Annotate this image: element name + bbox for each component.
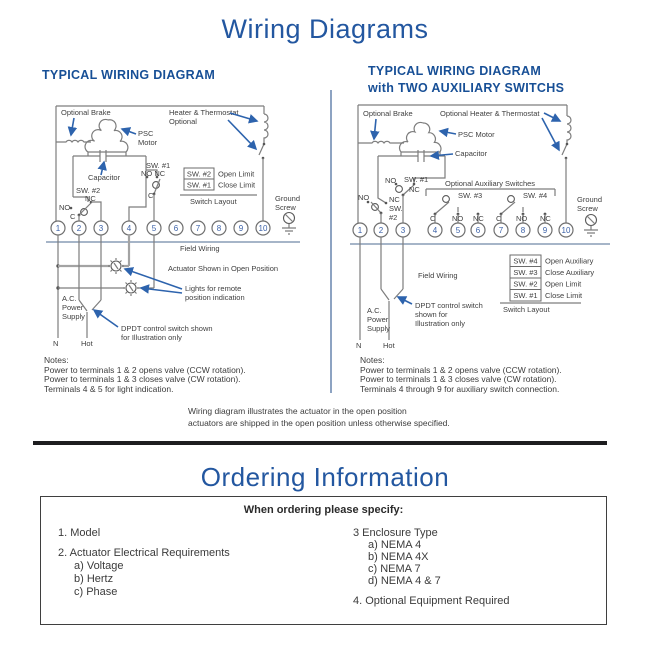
ground-label-2: Screw [275,203,296,212]
svg-text:SW. #1: SW. #1 [513,291,538,300]
left-diagram-heading: TYPICAL WIRING DIAGRAM [42,68,216,82]
svg-text:5: 5 [455,226,461,235]
ground-screw-symbol [282,213,296,235]
heater-coil [264,114,268,144]
indicator-lamp-1 [108,258,124,274]
sw2-nc-label: NC [85,194,96,203]
svg-text:4: 4 [432,226,438,235]
svg-text:8: 8 [520,226,526,235]
svg-text:10: 10 [561,226,571,235]
neutral-label: N [53,339,59,348]
terminal-strip [353,223,573,237]
svg-text:8: 8 [216,224,222,233]
ac-label-1: A.C. [367,306,382,315]
ac-label-2: Power [62,303,84,312]
sw1-nc-label: NC [409,185,420,194]
svg-text:SW. #2: SW. #2 [513,279,538,289]
indicator-lamp-2 [123,280,139,296]
psc-label: PSC Motor [458,130,495,139]
svg-text:9: 9 [542,226,548,235]
brake-arrow [71,118,74,135]
column-divider [330,90,332,393]
field-wiring-label: Field Wiring [418,271,458,280]
lamp2-wire [58,235,154,288]
page-title: Wiring Diagrams [221,14,429,44]
svg-text:SW. #2: SW. #2 [186,169,212,179]
sw3-label: SW. #3 [458,191,483,200]
order-subitem-voltage: a) Voltage [74,560,124,572]
svg-text:SW. #1: SW. #1 [186,180,212,190]
ground-label-1: Ground [275,194,301,203]
svg-text:Close Limit: Close Limit [545,291,583,300]
ordering-box [40,496,607,625]
brake-coil [56,140,91,142]
hot-label: Hot [383,341,395,350]
sw3-c-label: C [430,214,436,223]
motor-winding-right [423,123,441,152]
sw2-no-label: NO [59,203,71,212]
order-subitem-phase: c) Phase [74,586,118,598]
right-notes: Notes: Power to terminals 1 & 2 opens valve (CCW rotation). Power to terminals 1 & 3 closes valve (CW rotation). Terminals 4 through 9 for auxiliary switch connection. [360,355,562,394]
svg-text:6: 6 [173,224,179,233]
sw1-label: SW. #1 [146,161,171,170]
switch-layout-table [180,168,257,206]
ac-label-2: Power [367,315,389,324]
inner-loop-right [129,156,146,221]
svg-text:3: 3 [98,224,104,233]
order-subitem-nema4: a) NEMA 4 [368,539,422,551]
motor-winding-left [85,119,108,152]
svg-text:Switch Layout: Switch Layout [503,305,550,314]
svg-text:7: 7 [195,224,201,233]
sw4-nc-label: NC [540,214,551,223]
svg-text:Open Auxiliary: Open Auxiliary [545,256,594,266]
svg-text:Close Auxiliary: Close Auxiliary [545,268,595,277]
ground-label-1: Ground [577,195,603,204]
order-item-optional-equipment: 4. Optional Equipment Required [353,595,510,607]
sw1-c-label: C [148,191,154,200]
lights-label-2: position indication [185,293,245,302]
motor-winding-left [399,122,423,152]
psc-label-1: PSC [138,129,154,138]
order-subitem-hertz: b) Hertz [74,573,114,585]
left-wiring-diagram [30,98,330,350]
sw3-cam [443,196,450,203]
order-item-electrical: 2. Actuator Electrical Requirements [58,547,230,559]
sw1-label: SW. #1 [404,175,429,184]
psc-label-2: Motor [138,138,158,147]
sw2-label-1: SW. [389,204,403,213]
diagram-caption: Wiring diagram illustrates the actuator in the open position actuators are shipped in the open position unless otherwise specified. [188,406,450,428]
optional-brake-label: Optional Brake [61,108,111,117]
svg-text:Close Limit: Close Limit [218,180,256,190]
order-item-model: 1. Model [58,527,101,539]
optional-brake-label: Optional Brake [363,109,413,118]
svg-text:Switch Layout: Switch Layout [190,197,237,206]
order-subitem-nema47: d) NEMA 4 & 7 [368,575,441,587]
right-wiring-diagram [348,100,648,352]
sw4-blade [501,202,515,214]
dpdt-label-3: Illustration only [415,319,466,328]
svg-text:4: 4 [126,224,132,233]
left-notes: Notes: Power to terminals 1 & 2 opens valve (CCW rotation). Power to terminals 1 & 3 closes valve (CW rotation). Terminals 4 & 5 for light indication. [44,355,246,394]
capacitor-label: Capacitor [88,173,121,182]
svg-text:2: 2 [378,226,384,235]
sw2-c-label: C [70,212,76,221]
svg-text:1: 1 [55,224,61,233]
order-subitem-nema7: c) NEMA 7 [368,563,421,575]
sw2-nc-label: NC [389,195,400,204]
sw3-blade [435,202,449,214]
heater-coil [567,116,571,144]
ac-label-3: Supply [62,312,85,321]
sw4-cam [508,196,515,203]
svg-text:Open Limit: Open Limit [545,279,582,289]
ground-label-2: Screw [577,204,598,213]
sw3-no-label: NO [452,214,464,223]
sw1-cam [396,186,403,193]
dpdt-label-2: for Illustration only [121,333,182,342]
svg-text:9: 9 [238,224,244,233]
dpdt-label-1: DPDT control switch shown [121,324,213,333]
svg-text:SW. #4: SW. #4 [513,256,538,266]
heater-label-1: Heater & Thermostat [169,108,239,117]
sw2-label: SW. #2 [76,186,101,195]
svg-text:5: 5 [151,224,157,233]
dpdt-label-2: shown for [415,310,448,319]
right-diagram-heading-line2: with TWO AUXILIARY SWITCHS [368,81,565,95]
heater-label-2: Optional [169,117,197,126]
order-subitem-nema4x: b) NEMA 4X [368,551,429,563]
svg-text:SW. #3: SW. #3 [513,268,538,277]
svg-text:3: 3 [400,226,406,235]
aux-switches-label: Optional Auxiliary Switches [445,179,536,188]
svg-text:6: 6 [475,226,481,235]
field-wiring-label: Field Wiring [180,244,220,253]
dpdt-label-1: DPDT control switch [415,301,483,310]
capacitor-label: Capacitor [455,149,488,158]
brake-coil [358,141,404,143]
thermostat-contact-blade [562,144,567,155]
sw4-c-label: C [496,214,502,223]
svg-text:7: 7 [498,226,504,235]
ground-screw-symbol [584,215,598,237]
switch-layout-table [500,255,594,314]
sw3-nc-label: NC [473,214,484,223]
actuator-position-label: Actuator Shown in Open Position [168,264,279,273]
motor-winding-right [108,120,128,152]
thermostat-contact-blade [259,144,264,155]
heater-label: Optional Heater & Thermostat [440,109,540,118]
section-divider-bar [33,441,607,445]
sw2-no-label: NO [358,193,370,202]
svg-text:2: 2 [76,224,82,233]
ordering-box-title: When ordering please specify: [243,504,404,516]
terminal-strip [51,221,270,235]
svg-text:1: 1 [357,226,363,235]
sw4-no-label: NO [516,214,528,223]
lights-label-1: Lights for remote [185,284,242,293]
order-item-enclosure: 3 Enclosure Type [353,527,438,539]
neutral-label: N [356,341,362,350]
svg-text:Open Limit: Open Limit [218,169,255,179]
sw4-label: SW. #4 [523,191,548,200]
ac-label-1: A.C. [62,294,77,303]
sw1-contacts-label: NO NC [141,169,166,178]
sw2-label-2: #2 [389,213,398,222]
ordering-title: Ordering Information [200,462,450,492]
hot-label: Hot [81,339,93,348]
svg-text:10: 10 [258,224,268,233]
sw1-no-label: NO [385,176,397,185]
right-diagram-heading-line1: TYPICAL WIRING DIAGRAM [368,64,542,78]
ac-label-3: Supply [367,324,390,333]
